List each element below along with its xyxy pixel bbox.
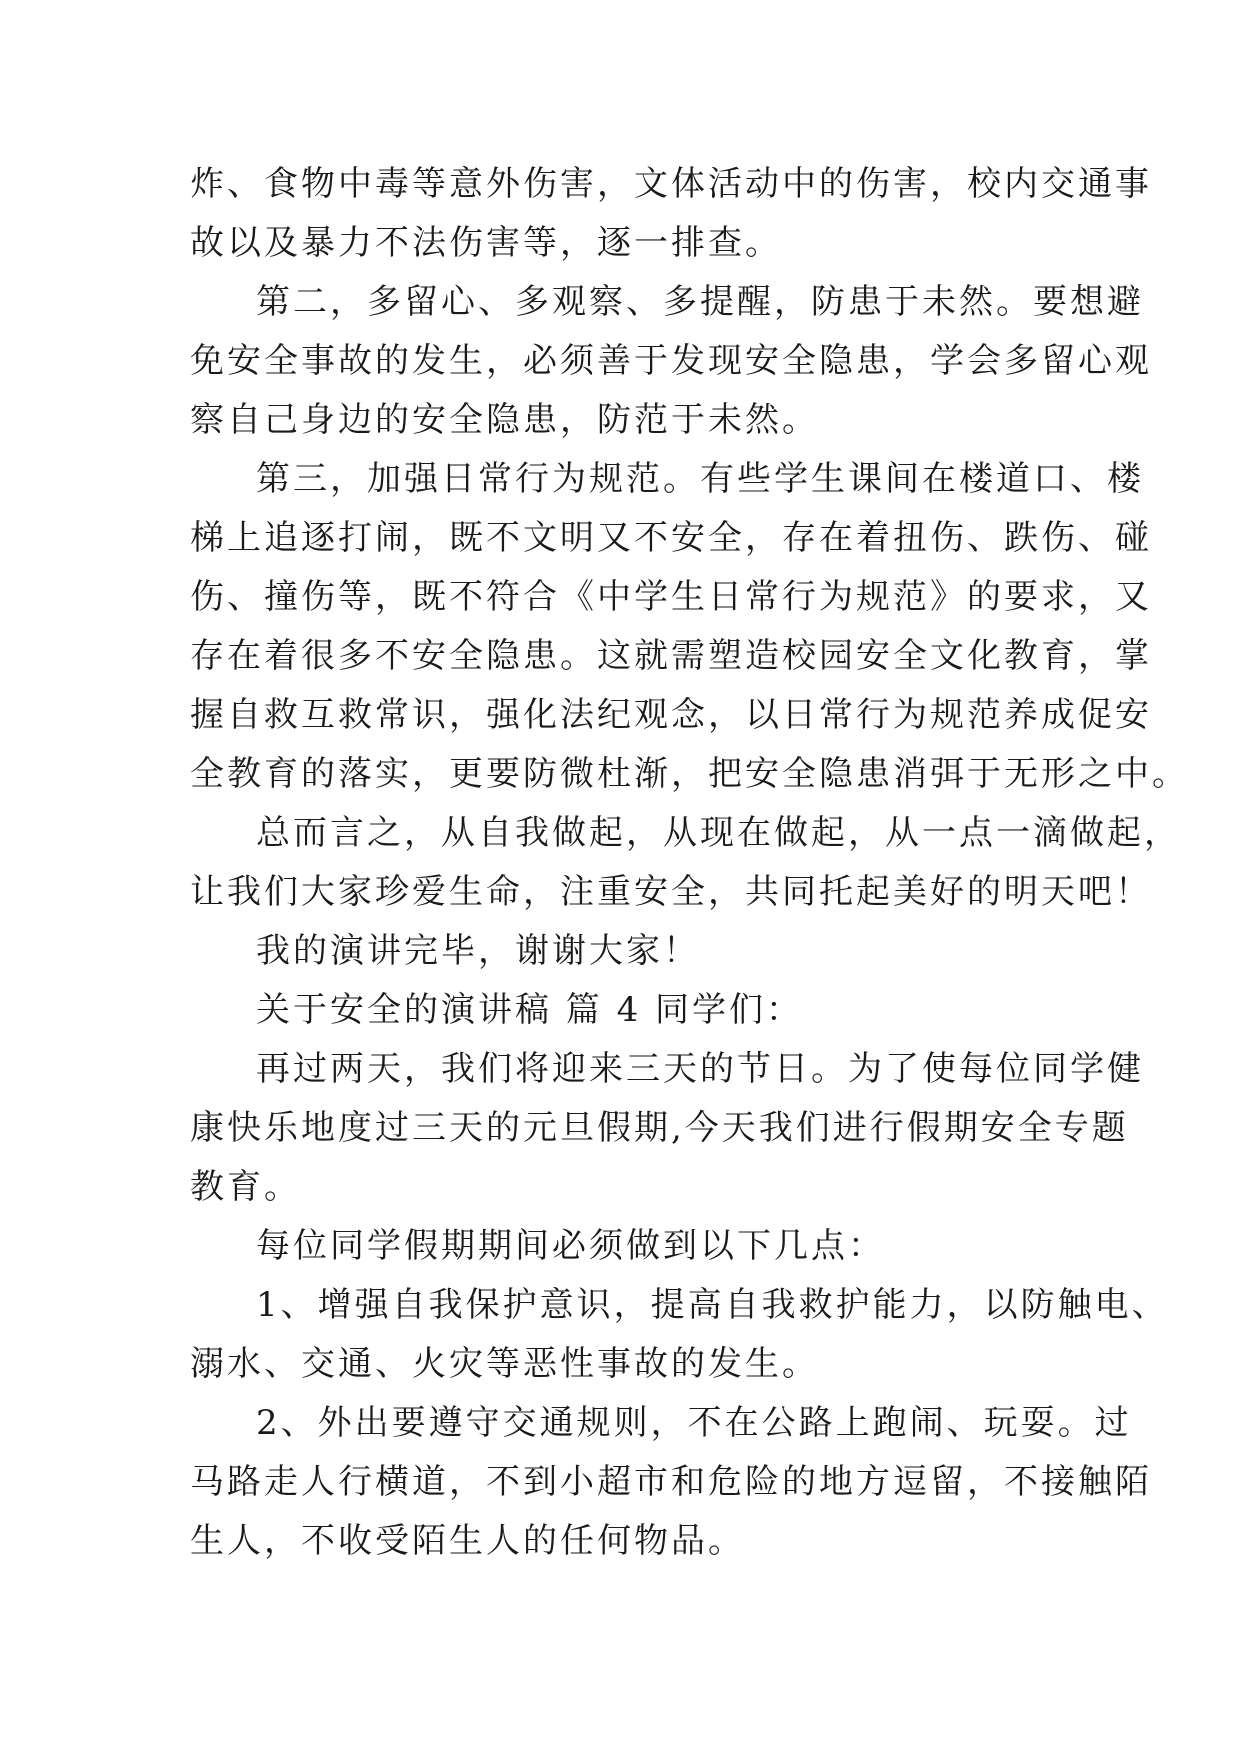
text-line: 全教育的落实，更要防微杜渐，把安全隐患消弭于无形之中。 xyxy=(190,754,1189,794)
text-line: 察自己身边的安全隐患，防范于未然。 xyxy=(190,400,819,440)
text-line: 教育。 xyxy=(190,1167,301,1207)
text-line: 存在着很多不安全隐患。这就需塑造校园安全文化教育，掌 xyxy=(190,636,1152,676)
paragraph-start-line: 第三，加强日常行为规范。有些学生课间在楼道口、楼 xyxy=(256,459,1144,499)
text-line: 炸、食物中毒等意外伤害，文体活动中的伤害，校内交通事 xyxy=(190,164,1152,204)
paragraph-start-line: 总而言之，从自我做起，从现在做起，从一点一滴做起， xyxy=(256,813,1181,853)
paragraph-start-line: 我的演讲完毕，谢谢大家！ xyxy=(256,931,700,971)
text-line: 免安全事故的发生，必须善于发现安全隐患，学会多留心观 xyxy=(190,341,1152,381)
text-line: 溺水、交通、火灾等恶性事故的发生。 xyxy=(190,1344,819,1384)
list-item-line: 1、增强自我保护意识，提高自我救护能力，以防触电、 xyxy=(256,1285,1169,1325)
text-line: 故以及暴力不法伤害等，逐一排查。 xyxy=(190,223,782,263)
text-line: 马路走人行横道，不到小超市和危险的地方逗留，不接触陌 xyxy=(190,1462,1152,1502)
paragraph-start-line: 再过两天，我们将迎来三天的节日。为了使每位同学健 xyxy=(256,1049,1144,1089)
paragraph-start-line: 第二，多留心、多观察、多提醒，防患于未然。要想避 xyxy=(256,282,1144,322)
text-line: 康快乐地度过三天的元旦假期,今天我们进行假期安全专题 xyxy=(190,1108,1129,1148)
text-line: 梯上追逐打闹，既不文明又不安全，存在着扭伤、跌伤、碰 xyxy=(190,518,1152,558)
text-line: 伤、撞伤等，既不符合《中学生日常行为规范》的要求，又 xyxy=(190,577,1152,617)
text-line: 生人，不收受陌生人的任何物品。 xyxy=(190,1521,745,1561)
list-item-line: 2、外出要遵守交通规则，不在公路上跑闹、玩耍。过 xyxy=(256,1403,1132,1443)
document-page xyxy=(190,155,1189,1571)
text-line: 让我们大家珍爱生命，注重安全，共同托起美好的明天吧！ xyxy=(190,872,1152,912)
text-line: 握自救互救常识，强化法纪观念，以日常行为规范养成促安 xyxy=(190,695,1152,735)
paragraph-start-line: 每位同学假期期间必须做到以下几点： xyxy=(256,1226,885,1266)
section-heading-line: 关于安全的演讲稿 篇 4 同学们： xyxy=(256,990,804,1030)
